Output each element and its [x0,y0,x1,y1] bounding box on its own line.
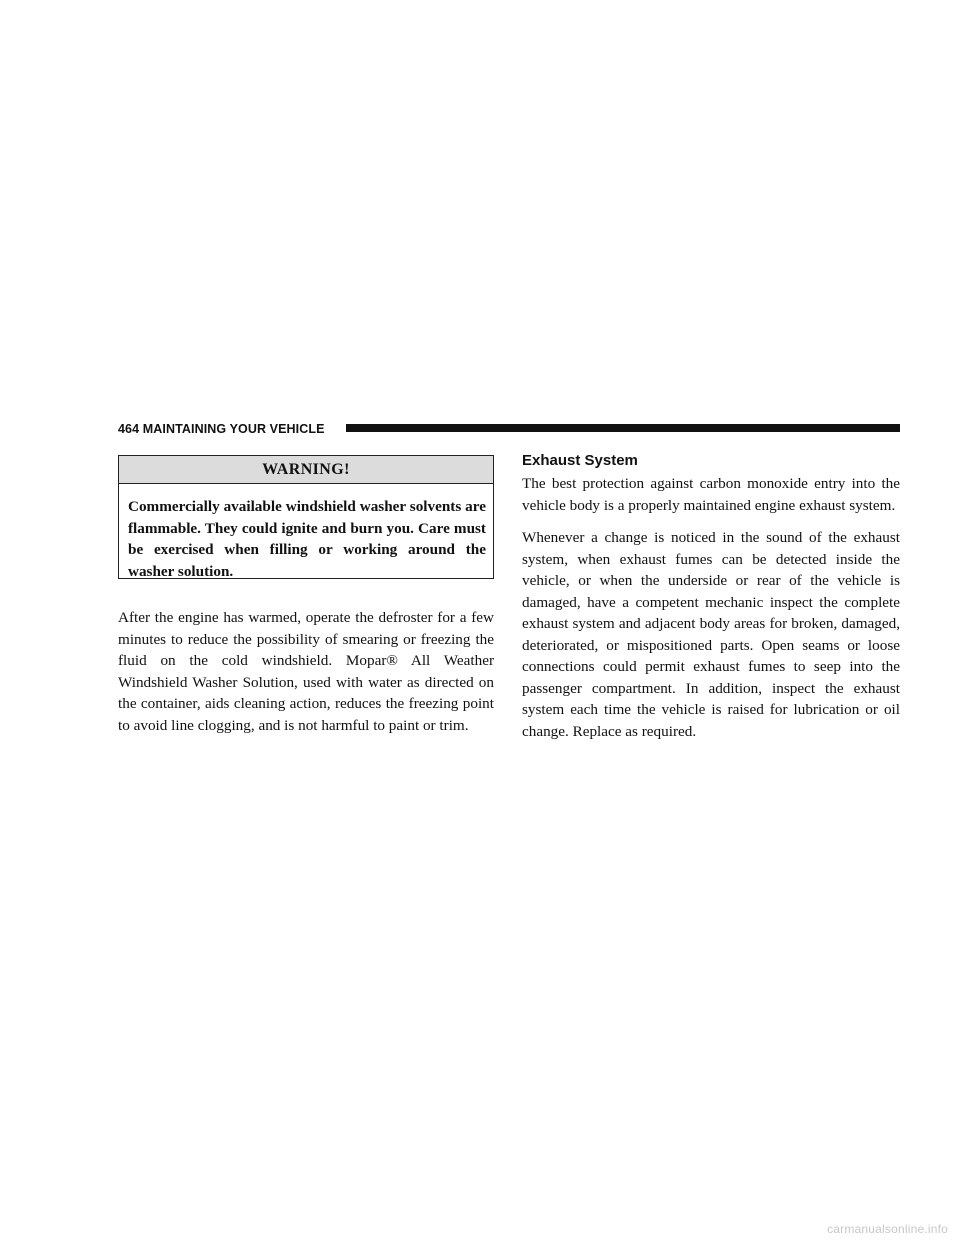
section-title-exhaust-system: Exhaust System [522,452,638,469]
running-head [118,419,900,441]
exhaust-paragraph-1: The best protection against carbon monoxide entry into the vehicle body is a properly maintained engine exhaust system. [522,475,900,514]
warning-heading: WARNING! [119,456,493,484]
right-column [522,452,900,742]
watermark-text: carmanualsonline.info [827,1222,948,1236]
exhaust-paragraph-2: Whenever a change is noticed in the sound of the exhaust system, when exhaust fumes can be detected inside the vehicle, or when the underside or rear of the vehicle is damaged, have a competent mechanic inspect the complete exhaust system and adjacent body areas for broken, damaged, deteriorated, or mispositioned parts. Open seams or loose connections could permit exhaust fumes to seep into the passenger compartment. In addition, inspect the exhaust system each time the vehicle is raised for lubrication or oil change. Replace as required. [522,529,900,740]
header-rule [346,424,900,432]
warning-box [118,455,494,579]
warning-text: Commercially available windshield washer solvents are flammable. They could ignite and burn you. Care must be exercised when filling or working around the washer solution. [128,498,486,580]
left-column [118,455,494,751]
defroster-paragraph: After the engine has warmed, operate the defroster for a few minutes to reduce the possibility of smearing or freezing the fluid on the cold windshield. Mopar® All Weather Windshield Washer Solution, used with water as directed on the container, aids cleaning action, reduces the freezing point to avoid line clogging, and is not harmful to paint or trim. [118,609,494,734]
page-header-label: 464 MAINTAINING YOUR VEHICLE [118,422,325,436]
